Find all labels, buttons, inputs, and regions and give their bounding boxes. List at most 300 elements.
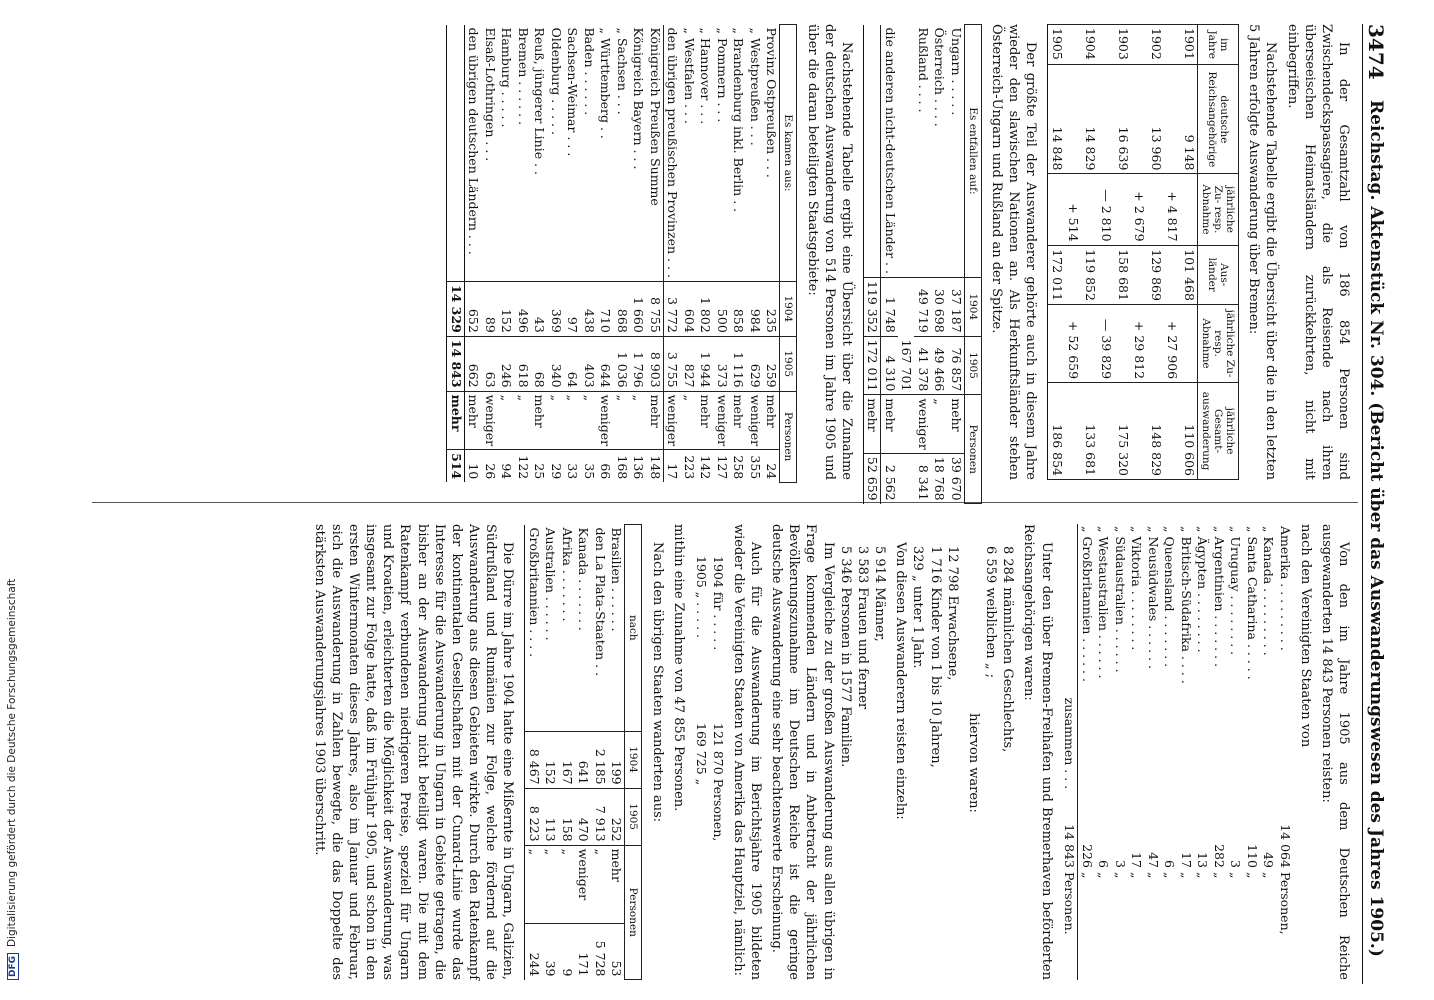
table-cell: weniger — [746, 391, 763, 450]
destinations-paragraph: Von den im Jahre 1905 aus dem Deutschen Reiche ausgewanderten 14 843 Personen reisten: — [1318, 524, 1351, 980]
table-header: 1905 — [625, 788, 642, 845]
table-cell: 373 — [713, 336, 730, 391]
table-row — [575, 525, 592, 980]
table-cell: 14 329 — [447, 281, 465, 336]
table-cell: Brasilien . . . . . . — [609, 527, 625, 632]
table-cell: + 514 — [1065, 174, 1082, 245]
table-cell: 2 185 — [591, 731, 608, 788]
table-cell: 110 606 — [1180, 383, 1197, 480]
table-cell: 1905 „ . . . . . — [694, 556, 710, 638]
table-cell: 172 011 — [1048, 245, 1065, 304]
table-cell — [1098, 25, 1115, 65]
usa-row — [709, 554, 726, 873]
table-cell: 25 — [531, 450, 548, 483]
table-header: nach — [625, 525, 642, 732]
table-cell: 827 — [680, 336, 697, 391]
table-cell: 984 — [746, 281, 763, 336]
table-cell: „ Westpreußen . . . — [747, 27, 763, 146]
table-cell: „ Hannover . . . — [698, 27, 714, 125]
table-cell: „ Südaustralien . . . . . . — [1112, 526, 1128, 673]
table-cell: Elsaß-Lothringen . . . — [482, 27, 498, 162]
table-row — [531, 25, 548, 483]
age-children: 1 716 Kinder von 1 bis 10 Jahren, — [927, 546, 943, 768]
table-row — [1131, 25, 1148, 480]
table-cell: Amerika . . . . . . . . . — [1277, 526, 1293, 651]
table-cell: 101 468 — [1180, 245, 1197, 304]
destinations-intro: nach den Vereinigten Staaten von — [1297, 524, 1313, 748]
table-cell: 644 — [597, 336, 614, 391]
table-cell: 136 — [630, 450, 647, 483]
subtotal-value: 167 701 — [898, 277, 915, 394]
table-cell: „ — [694, 778, 710, 786]
table-header: jährliche Gesamt-auswanderung — [1197, 383, 1238, 480]
table-cell — [1098, 383, 1115, 480]
table-cell: 6 — [1162, 860, 1178, 868]
table-cell: Ungarn . . . . . — [948, 27, 964, 116]
table-header: Aus-länder — [1197, 245, 1238, 304]
sex-sub: hiervon waren: — [965, 713, 981, 813]
table-row — [1114, 25, 1131, 480]
table-cell: „ — [1162, 871, 1178, 879]
table-cell — [1114, 304, 1131, 382]
table-cell: 63 — [481, 336, 498, 391]
table1-intro: Nachstehende Tabelle ergibt die Übersicht über die in den letzten 5 Jahren erfolgte Auswanderung über Bremen: — [1246, 24, 1279, 480]
single-men: 5 914 Männer, — [872, 546, 888, 642]
sex-male: 8 284 männlichen Geschlechts, — [1000, 546, 1016, 753]
table-cell: 652 — [464, 281, 481, 336]
slavic-paragraph: Der größte Teil der Auswanderer gehörte auch in diesem Jahre wieder den slawischen Nationen an. Als Herkunftsländer stehen Österreich-Ungarn und Rußland an der Spitze. — [989, 24, 1039, 480]
table-row — [1081, 25, 1098, 480]
table-cell: mehr — [730, 391, 747, 450]
table-cell: 110 — [1244, 844, 1260, 868]
table-cell: 13 — [1195, 852, 1211, 868]
table-row — [914, 25, 931, 504]
table-cell: mehr — [464, 391, 481, 450]
table-cell — [1114, 174, 1131, 245]
table-cell: 1902 — [1147, 25, 1164, 65]
age-infants: 329 „ unter 1 Jahr. — [910, 546, 926, 669]
table-cell: 30 698 — [931, 277, 948, 336]
table-cell: Personen. — [1061, 870, 1078, 980]
table-row — [514, 25, 531, 483]
german-increase-paragraph: Nachstehende Tabelle ergibt eine Übersicht über die Zunahme der deutschen Auswanderung von 514 Personen im Jahre 1905 und über die daran beteiligten Staatsgebiete: — [804, 24, 854, 480]
prussia-label: Königreich Preußen Summe — [646, 25, 663, 282]
table-cell: Afrika . . . . . . . — [559, 527, 575, 622]
destination-row — [1128, 524, 1145, 980]
table-cell: 168 — [613, 450, 630, 483]
table-row — [697, 25, 714, 483]
destination-row — [1243, 524, 1260, 980]
table-cell: „ — [1129, 871, 1145, 879]
table-cell: 1 796 — [630, 336, 647, 391]
table-row — [663, 25, 680, 483]
countries-table — [863, 24, 982, 504]
page-header — [1362, 24, 1392, 984]
table-cell: 49 719 — [914, 277, 931, 336]
emigration-years-table — [1047, 24, 1239, 480]
table-cell: 369 — [547, 281, 564, 336]
table-cell: mehr — [863, 395, 881, 454]
destination-row — [1095, 524, 1112, 980]
table-cell: „ — [613, 391, 630, 450]
table-cell: 13 960 — [1147, 65, 1164, 174]
other-label: die anderen nicht-deutschen Länder . . — [882, 27, 898, 274]
bremen-paragraph: Unter den über Bremen-Freihafen und Bremerhaven beförderten Reichsangehörigen waren: — [1021, 524, 1054, 980]
table-cell: „ — [1112, 871, 1128, 879]
table-cell: 258 — [730, 450, 747, 483]
table-cell: 47 — [1145, 852, 1161, 868]
table-cell — [898, 453, 915, 503]
table-row — [1065, 25, 1082, 480]
table-cell: „ — [931, 395, 948, 454]
table-cell: 97 — [564, 281, 581, 336]
table-cell: 5 728 — [591, 923, 608, 979]
page-title: Reichstag. Aktenstück Nr. 304. (Bericht über das Auswanderungswesen des Jahres 1905.) — [1366, 100, 1386, 957]
table-cell: 868 — [613, 281, 630, 336]
single-women: 3 583 Frauen und ferner — [854, 546, 870, 710]
table-cell: 175 320 — [1114, 383, 1131, 480]
table-header: jährliche Zu- resp. Abnahme — [1197, 304, 1238, 382]
dfg-logo: DFG — [7, 953, 19, 980]
table-cell — [1065, 245, 1082, 304]
table-cell: 14 848 — [1048, 65, 1065, 174]
table-cell: 7 913 — [591, 788, 608, 845]
table-cell: 33 — [564, 450, 581, 483]
table-cell: Österreich . . . . — [932, 27, 948, 127]
table-row — [498, 25, 515, 483]
table-header: 1904 — [780, 281, 797, 336]
table-cell: „ Württemberg . . — [598, 27, 614, 139]
table-cell: — 39 829 — [1098, 304, 1115, 382]
table-cell: mehr — [947, 395, 964, 454]
table-cell: 35 — [580, 450, 597, 483]
table-cell — [1065, 25, 1082, 65]
table-cell: „ — [547, 391, 564, 450]
table-row — [580, 25, 597, 483]
table-row — [1098, 25, 1115, 480]
table-cell — [1164, 245, 1181, 304]
table-cell: mehr — [608, 845, 625, 923]
table-cell: „ — [498, 391, 515, 450]
table-cell: 76 857 — [947, 336, 964, 395]
table-cell: 9 148 — [1180, 65, 1197, 174]
table-cell — [1147, 304, 1164, 382]
table-cell: 127 — [713, 450, 730, 483]
table-cell — [1131, 245, 1148, 304]
subtotal-row — [898, 25, 915, 504]
table-cell: 17 — [1178, 852, 1194, 868]
table-cell — [1180, 174, 1197, 245]
destinations-list — [1061, 524, 1293, 980]
table-header: Es entfallen auf: — [964, 25, 981, 278]
usa-paragraph: Auch für die Auswanderung im Berichtsjahre 1905 bildeten wieder die Vereinigten Staaten von Amerika das Hauptziel, nämlich: — [730, 524, 764, 980]
table-header: jährliche Zu- resp. Abnahme — [1197, 174, 1238, 245]
table-cell: 8 341 — [914, 453, 931, 503]
table-row — [608, 525, 625, 980]
footer-text — [6, 20, 20, 980]
destination-row — [1210, 524, 1227, 980]
table-header: im Jahre — [1197, 25, 1238, 65]
table-cell: „ — [1079, 871, 1095, 879]
table-cell: 133 681 — [1081, 383, 1098, 480]
table-cell: 3 755 — [663, 336, 680, 391]
table-cell: „ — [542, 845, 559, 923]
table-cell: mehr — [531, 391, 548, 450]
table-cell: Reuß, jüngerer Linie . . — [532, 27, 548, 175]
table-cell — [898, 25, 915, 278]
destinations-total-row — [1061, 524, 1078, 980]
table-cell: 17 — [1129, 852, 1145, 868]
table-cell — [1098, 65, 1115, 174]
sex-list — [909, 524, 1016, 980]
table-row — [630, 25, 647, 483]
table-cell: 152 — [542, 731, 559, 788]
document-page — [92, 24, 1392, 984]
single-paragraph: Von diesen Auswanderern reisten einzeln: — [893, 542, 909, 820]
table-cell: 3 — [1112, 860, 1128, 868]
table-cell: 169 725 — [694, 723, 710, 775]
page-number: 3474 — [1364, 24, 1388, 80]
other-states-table — [524, 524, 642, 980]
table-cell: 3 772 — [663, 281, 680, 336]
table-cell: 470 — [575, 788, 592, 845]
table-row — [597, 25, 614, 483]
table-cell — [447, 25, 465, 282]
footer-caption: Digitalisierung gefördert durch die Deutsche Forschungsgemeinschaft — [6, 578, 18, 947]
table-cell: 235 — [763, 281, 780, 336]
table-cell: 16 639 — [1114, 65, 1131, 174]
destination-row — [1177, 524, 1194, 980]
table-cell: 500 — [713, 281, 730, 336]
table-cell: weniger — [597, 391, 614, 450]
table-cell: „ — [1244, 871, 1260, 879]
table-cell: „ — [680, 391, 697, 450]
table-row — [1164, 25, 1181, 480]
table-cell: 171 — [575, 923, 592, 979]
table-cell: 53 — [608, 923, 625, 979]
table-cell: Oldenburg . . . . . — [548, 27, 564, 135]
table-cell: 1905 — [1048, 25, 1065, 65]
table-cell: den übrigen preußischen Provinzen . . . — [665, 27, 681, 278]
table-cell: 39 670 — [947, 453, 964, 503]
table-cell: „ Queensland . . . . . . . — [1162, 526, 1178, 668]
sex-female: 6 559 weiblichen „ ; — [983, 546, 999, 679]
table-cell: Bremen . . . . . . — [515, 27, 531, 126]
table-cell: „ — [564, 391, 581, 450]
table-cell: 199 — [608, 731, 625, 788]
table-cell: 403 — [580, 336, 597, 391]
table-row — [464, 25, 481, 483]
table-cell: 641 — [575, 731, 592, 788]
destination-row — [1194, 524, 1211, 980]
table-cell: „ Britisch-Südafrika . . . . — [1178, 526, 1194, 684]
table-cell: 52 659 — [863, 453, 881, 503]
table-cell: 89 — [481, 281, 498, 336]
table-cell — [1048, 304, 1065, 382]
table-cell: 14 064 — [1277, 824, 1293, 868]
table-cell: 618 — [514, 336, 531, 391]
table-cell: Baden . . . . . . — [581, 27, 597, 116]
table-cell: mehr — [646, 391, 663, 450]
table-row — [1180, 25, 1197, 480]
table-cell: 604 — [680, 281, 697, 336]
table-cell: 223 — [680, 450, 697, 483]
table-row — [564, 25, 581, 483]
table-cell: 158 681 — [1114, 245, 1131, 304]
table-cell: 10 — [464, 450, 481, 483]
table-cell — [1081, 174, 1098, 245]
table-cell: „ — [525, 845, 542, 923]
table-cell: 158 — [558, 788, 575, 845]
table-cell: 259 — [763, 336, 780, 391]
table-cell: Rußland . . . . — [915, 27, 931, 113]
table-cell: Hamburg . . . . . — [499, 27, 515, 128]
table-cell: Provinz Ostpreußen . . . — [764, 27, 780, 178]
single-list — [837, 524, 888, 980]
table-row — [947, 25, 964, 504]
table-cell: 1904 — [1081, 25, 1098, 65]
table-row — [613, 25, 630, 483]
table-cell: mehr — [697, 391, 714, 450]
table-cell: 37 187 — [947, 277, 964, 336]
table-row — [763, 25, 780, 483]
table-cell: 2 562 — [881, 453, 898, 503]
table-cell: 49 466 — [931, 336, 948, 395]
table-cell: „ — [1178, 871, 1194, 879]
table-cell: 129 869 — [1147, 245, 1164, 304]
table-header: Personen — [625, 845, 642, 979]
destination-row — [1276, 524, 1293, 980]
table-cell: 8 223 — [525, 788, 542, 845]
table-cell: den übrigen deutschen Ländern . . . — [466, 27, 482, 255]
table-cell: 340 — [547, 336, 564, 391]
table-cell: „ — [630, 391, 647, 450]
intro-paragraph: In der Gesamtzahl von 186 854 Personen sind Zwischendeckspassagiere, die als Reisende nach ihren überseeischen Heimatsländern zurückkehrten, nicht mit einbegriffen. — [1284, 24, 1351, 480]
table-cell: 496 — [514, 281, 531, 336]
table-cell: 1 802 — [697, 281, 714, 336]
sum-row — [863, 25, 881, 504]
table-cell: 142 — [697, 450, 714, 483]
table-row — [525, 525, 542, 980]
table-cell: 64 — [564, 336, 581, 391]
usa-increase: mithin eine Zunahme von 47 855 Personen. — [670, 524, 686, 812]
table-row — [1048, 25, 1065, 480]
table-cell: Königreich Bayern . . . — [631, 27, 647, 170]
table-cell: 1901 — [1180, 25, 1197, 65]
table-cell: „ — [558, 845, 575, 923]
table-cell: 282 — [1211, 844, 1227, 868]
table-cell: 172 011 — [863, 336, 881, 395]
table-cell — [863, 25, 881, 278]
table-header: 1905 — [964, 336, 981, 395]
table-cell: 246 — [498, 336, 515, 391]
table-row — [746, 25, 763, 483]
table-cell: + 4 817 — [1164, 174, 1181, 245]
table-cell: „ Ägypten . . . . . . . . — [1195, 526, 1211, 653]
table-cell: 1904 für . . . . . — [710, 556, 726, 651]
table-cell: den La Plata-Staaten . . — [592, 527, 608, 677]
right-column — [306, 524, 1352, 980]
table-cell: 14 843 — [1061, 791, 1078, 870]
table-row — [591, 525, 608, 980]
column-divider — [92, 502, 1358, 503]
table-cell: + 27 906 — [1164, 304, 1181, 382]
table-cell: 152 — [498, 281, 515, 336]
table-row — [1147, 25, 1164, 480]
table-cell: Australien . . . . . . — [543, 527, 559, 641]
table-cell: 710 — [597, 281, 614, 336]
destination-row — [1161, 524, 1178, 980]
table-cell: „ Neusüdwales . . . . . . — [1145, 526, 1161, 669]
table-cell: „ — [1145, 871, 1161, 879]
table-cell: 1 944 — [697, 336, 714, 391]
table-cell — [1065, 65, 1082, 174]
table-cell — [898, 395, 915, 454]
table-cell: „ Großbritannien . . . . . . — [1079, 526, 1095, 682]
table-cell — [1081, 304, 1098, 382]
table-cell: Kanada . . . . . . . — [576, 527, 592, 631]
table-row — [730, 25, 747, 483]
table-cell — [1164, 25, 1181, 65]
table-cell: 148 829 — [1147, 383, 1164, 480]
drought-paragraph: Die Dürre im Jahre 1904 hatte eine Mißernte in Ungarn, Galizien, Südrußland und Rumänien zur Folge, welche fördernd auf die Auswanderung aus diesen Gebieten wirkte. Durch den Ratenkampf der kontinentalen Gesellschaften mit der Cunard-Linie wurde das Interesse für die Auswanderung in Ungarn in Gebiete getragen, die bisher an der Auswanderung nicht beteiligt waren. Die mit dem Ratenkampf verbundenen niedrigeren Preise, speziell für Ungarn und Kroatien, erleichterten die Möglichkeit der Auswanderung, was insgesamt zur Folge hatte, daß im Frühjahr 1905, und schon in den ersten Wintermonaten dieses Jahres, also im Januar und Februar, sich die Auswanderung in Zahlen bewegte, die das Doppelte des stärksten Auswanderungsjahres 1903 überschritt. — [311, 524, 516, 980]
table-cell: „ Argentinien . . . . . . . — [1211, 526, 1227, 668]
table-header: 1905 — [780, 336, 797, 391]
table-cell: „ — [514, 391, 531, 450]
table-cell: 41 378 — [914, 336, 931, 395]
table-cell: „ Brandenburg inkl. Berlin . . — [731, 27, 747, 213]
table-header: 1904 — [964, 277, 981, 336]
table-cell: „ Kanada . . . . . . . . . — [1261, 526, 1277, 656]
table-cell: „ — [1096, 871, 1112, 879]
table-cell: 244 — [525, 923, 542, 979]
table-cell: 39 — [542, 923, 559, 979]
total-row — [447, 25, 465, 483]
table-cell: mehr — [447, 391, 465, 450]
table-cell: 6 — [1096, 860, 1112, 868]
table-row — [680, 25, 697, 483]
table-cell: 1 116 — [730, 336, 747, 391]
table-cell: 18 768 — [931, 453, 948, 503]
table-row — [547, 25, 564, 483]
table-cell: mehr — [881, 395, 898, 454]
table-cell — [1048, 174, 1065, 245]
table-cell — [1164, 383, 1181, 480]
table-cell: + 2 679 — [1131, 174, 1148, 245]
table-cell: „ — [1228, 871, 1244, 879]
table-cell: 119 352 — [863, 277, 881, 336]
table-row — [558, 525, 575, 980]
table-cell: „ Westaustralien . . . . . . — [1096, 526, 1112, 679]
destination-row — [1144, 524, 1161, 980]
table-cell: 17 — [663, 450, 680, 483]
table-cell: weniger — [575, 845, 592, 923]
single-families: 5 346 Personen in 1577 Familien. — [837, 546, 853, 768]
table-cell: 121 870 — [710, 723, 726, 775]
german-states-table — [446, 24, 797, 483]
table-cell: „ — [591, 845, 608, 923]
table-header: Personen — [780, 391, 797, 482]
table-row — [881, 25, 898, 504]
table-cell: „ Uruguay . . . . . . . . — [1228, 526, 1244, 656]
footer-strip — [0, 0, 26, 1000]
left-column — [442, 24, 1352, 501]
table-cell: 8 755 — [646, 281, 663, 336]
table-cell: 167 — [558, 731, 575, 788]
table-cell: 1903 — [1114, 25, 1131, 65]
table-cell: 24 — [763, 450, 780, 483]
table-cell — [1065, 383, 1082, 480]
